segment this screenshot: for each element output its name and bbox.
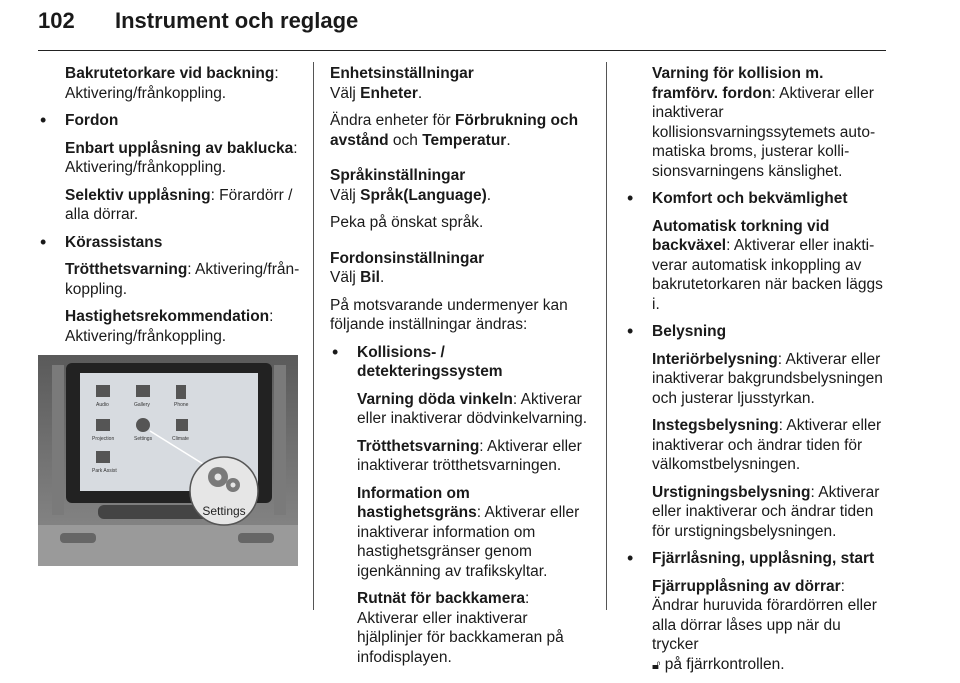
fatigue-item: Trötthetsvarning: Aktivering/frånkoppling. <box>65 261 300 298</box>
app-label: Projection <box>92 436 115 442</box>
page-number: 102 <box>38 8 75 33</box>
bullet-remote: • Fjärrlåsning, upplåsning, start <box>625 549 887 569</box>
page-header <box>38 8 886 51</box>
exit-light-item: Urstigningsbelysning: Aktiverar eller inaktiverar och ändrar tiden för urstigningsbelysningen. <box>652 483 880 540</box>
bullet-comfort: • Komfort och bekvämlighet <box>625 189 887 209</box>
speed-rec-item: Hastighetsrekommendation: Aktivering/frånkoppling. <box>65 308 274 345</box>
language-tap: Peka på önskat språk. <box>330 214 484 231</box>
rear-wiper-item: Bakrutetorkare vid backning: Aktivering/frånkoppling. <box>65 65 279 102</box>
column-divider <box>606 62 607 610</box>
speedlimit-item: Information om hastighetsgräns: Aktiverar eller inaktiverar information om hastighetsgränser genom igenkänning av trafikskyltar. <box>357 484 580 580</box>
camera-grid-item: Rutnät för backkamera: Aktiverar eller inaktiverar hjälplinjer för backkameran på infodisplayen. <box>357 590 564 666</box>
bullet-collision: • Kollisions- / detekteringssystem <box>330 343 592 382</box>
remote-unlock-item: Fjärrupplåsning av dörrar: Ändrar huruvida förardörren eller alla dörrar låses upp när du trycker 🔓︎ på fjärrkontrollen. <box>652 577 877 673</box>
vehicle-heading: Fordonsinställningar <box>330 249 485 267</box>
selective-unlock-item: Selektiv upplåsning: Förardörr / alla dörrar. <box>65 186 293 223</box>
settings-icon <box>136 418 150 432</box>
zoom-label: Settings <box>202 504 246 518</box>
vehicle-intro: På motsvarande undermenyer kan följande inställningar ändras: <box>330 296 568 333</box>
bullet-korassistans: • Körassistans <box>38 233 303 253</box>
phone-icon <box>176 385 186 399</box>
column-3 <box>625 64 887 683</box>
app-label: Climate <box>172 436 189 442</box>
climate-icon <box>176 419 188 431</box>
blindspot-item: Varning döda vinkeln: Aktiverar eller inaktiverar dödvinkelvarning. <box>357 390 588 427</box>
column-divider <box>313 62 314 610</box>
app-label: Phone <box>174 402 189 408</box>
unlock-key-icon: 🔓︎ <box>652 657 661 673</box>
bullet-lighting: • Belysning <box>625 322 887 342</box>
gallery-icon <box>136 385 150 397</box>
units-select: Välj Enheter. <box>330 84 423 102</box>
audio-icon <box>96 385 110 397</box>
infodisplay-photo <box>38 355 298 566</box>
units-heading: Enhetsinställningar <box>330 65 474 82</box>
unlock-tailgate-item: Enbart upplåsning av baklucka: Aktivering/frånkoppling. <box>65 139 298 176</box>
units-change: Ändra enheter för Förbrukning och avstånd och Temperatur. <box>330 112 579 149</box>
app-label: Park Assist <box>92 468 117 474</box>
park-assist-icon <box>96 451 110 463</box>
auto-wiper-item: Automatisk torkning vid backväxel: Aktiverar eller inaktiverar automatisk inkoppling av bakrutetorkaren när backen läggs i. <box>652 217 883 313</box>
column-1 <box>38 64 303 392</box>
language-select: Välj Språk(Language). <box>330 186 492 204</box>
column-2 <box>330 64 592 675</box>
fatigue-warning-item: Trötthetsvarning: Aktiverar eller inaktiverar trötthetsvarningen. <box>357 437 582 474</box>
projection-icon <box>96 419 110 431</box>
app-label: Gallery <box>134 402 150 408</box>
chapter-title: Instrument och reglage <box>115 8 359 33</box>
app-label: Settings <box>134 436 153 442</box>
entry-light-item: Instegsbelysning: Aktiverar eller inaktiverar och ändrar tiden för välkomstbelysningen. <box>652 417 882 473</box>
language-heading: Språkinställningar <box>330 167 466 184</box>
vehicle-select: Välj Bil. <box>330 269 385 286</box>
app-label: Audio <box>96 402 109 408</box>
bullet-fordon: • Fordon <box>38 111 303 131</box>
interior-light-item: Interiörbelysning: Aktiverar eller inaktiverar bakgrundsbelysningen och justerar ljusstyrkan. <box>652 350 883 407</box>
collision-warning-item: Varning för kollision m. framförv. fordon: Aktiverar eller inaktiverar kollisionsvarningssytemets automatiska broms, justerar kollisionsvarningens känslighet. <box>652 65 876 180</box>
